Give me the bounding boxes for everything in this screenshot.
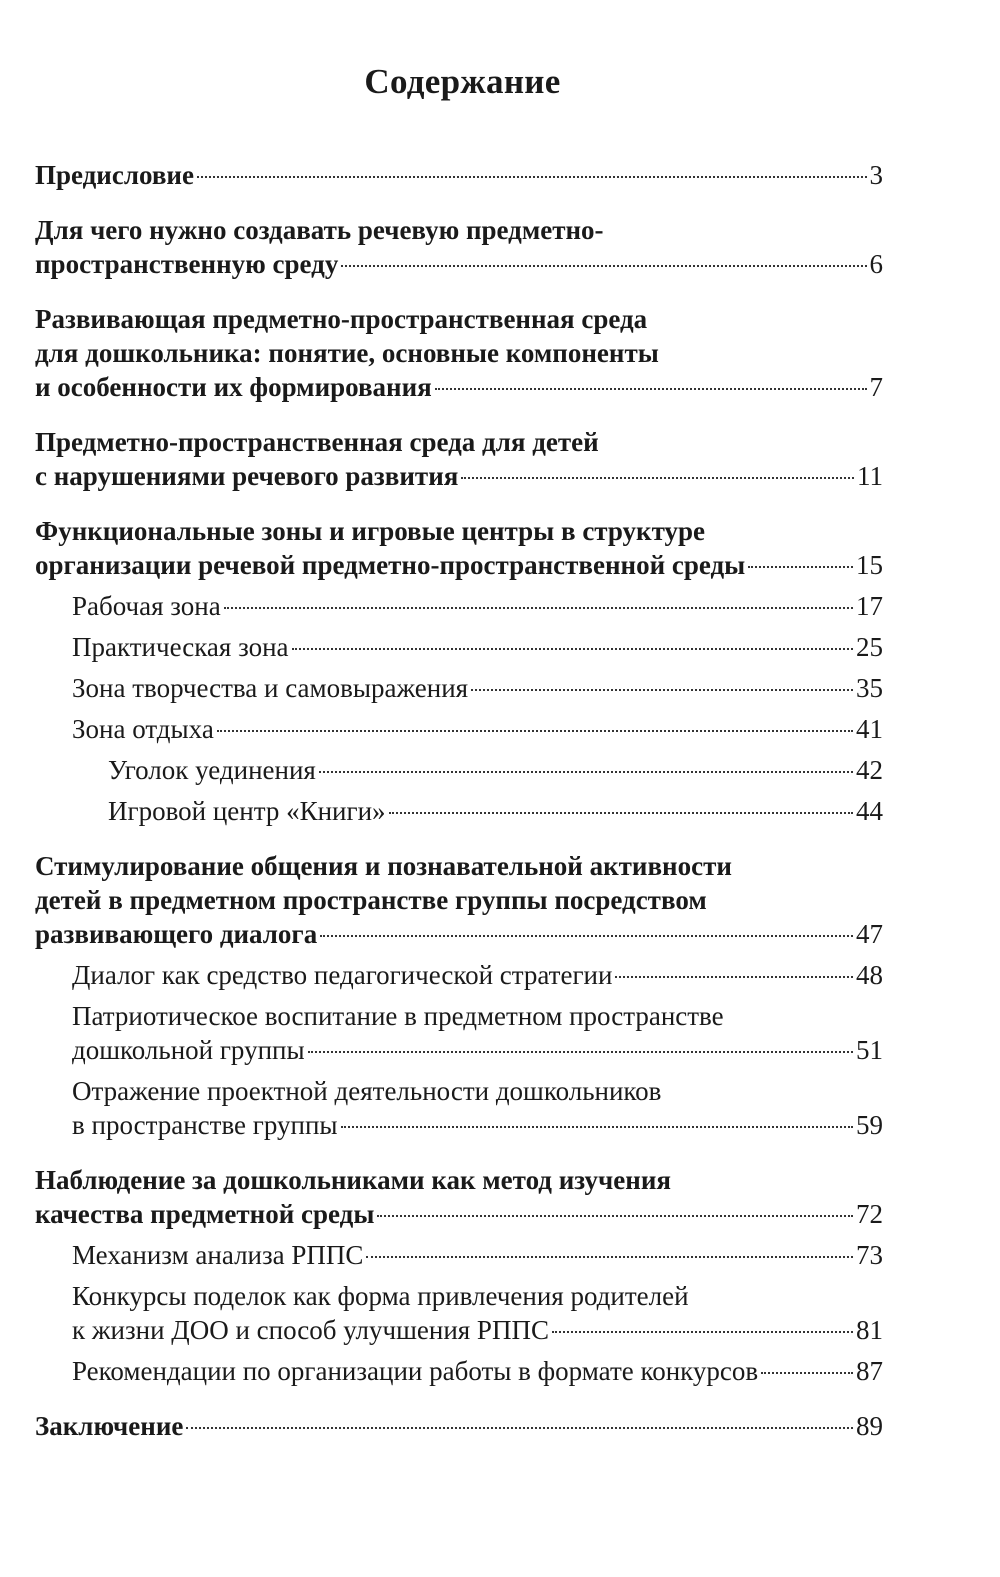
table-of-contents [35, 158, 883, 1443]
dot-leader [308, 1051, 853, 1053]
toc-entry-row [72, 958, 883, 992]
toc-entry-row [35, 548, 883, 582]
dot-leader [217, 730, 853, 732]
toc-entry-row [72, 712, 883, 746]
toc-entry [35, 849, 883, 951]
toc-entry-row [35, 917, 883, 951]
toc-entry-row [35, 247, 883, 281]
toc-page-number: 47 [856, 919, 883, 949]
toc-entry [35, 1354, 883, 1388]
toc-entry-title: Игровой центр «Книги» [108, 796, 386, 826]
toc-page-number: 51 [856, 1035, 883, 1065]
page-title: Содержание [364, 62, 561, 101]
toc-entry-line: Патриотическое воспитание в предметном пространстве [72, 1001, 724, 1031]
dot-leader [366, 1256, 853, 1258]
toc-entry-row [72, 630, 883, 664]
dot-leader [320, 935, 853, 937]
toc-page-number: 3 [869, 160, 883, 190]
toc-entry [35, 671, 883, 705]
toc-entry-title: и особенности их формирования [35, 372, 432, 402]
toc-entry-title: к жизни ДОО и способ улучшения РППС [72, 1315, 549, 1345]
toc-page-number: 41 [856, 714, 883, 744]
dot-leader [197, 176, 867, 178]
toc-entry-row [108, 794, 883, 828]
toc-entry [35, 1409, 883, 1443]
toc-entry-line: детей в предметном пространстве группы посредством [35, 885, 707, 915]
toc-entry [35, 158, 883, 192]
toc-entry-line: Стимулирование общения и познавательной активности [35, 851, 732, 881]
toc-entry [35, 712, 883, 746]
toc-page-number: 15 [856, 550, 883, 580]
dot-leader [186, 1427, 853, 1429]
dot-leader [341, 1126, 853, 1128]
toc-entry [35, 999, 883, 1067]
toc-entry-row [72, 1238, 883, 1272]
toc-entry-row [72, 1354, 883, 1388]
toc-entry [35, 1238, 883, 1272]
toc-page-number: 72 [856, 1199, 883, 1229]
toc-page-number: 87 [856, 1356, 883, 1386]
toc-entry [35, 958, 883, 992]
toc-page-number: 42 [856, 755, 883, 785]
dot-leader [377, 1215, 853, 1217]
toc-entry-line: Развивающая предметно-пространственная среда [35, 304, 648, 334]
toc-page-number: 7 [869, 372, 883, 402]
toc-entry-title: Диалог как средство педагогической стратегии [72, 960, 613, 990]
toc-page-number: 73 [856, 1240, 883, 1270]
dot-leader [292, 648, 853, 650]
toc-entry-row [35, 459, 883, 493]
toc-page-number: 25 [856, 632, 883, 662]
toc-page-number: 35 [856, 673, 883, 703]
toc-entry-title: развивающего диалога [35, 919, 318, 949]
toc-entry-title: Предисловие [35, 160, 194, 190]
toc-entry-title: Рабочая зона [72, 591, 221, 621]
dot-leader [761, 1372, 853, 1374]
dot-leader [341, 265, 866, 267]
toc-entry-title: Практическая зона [72, 632, 289, 662]
toc-page-number: 6 [869, 249, 883, 279]
toc-entry-title: организации речевой предметно-пространственной среды [35, 550, 746, 580]
toc-entry-line: Для чего нужно создавать речевую предметно- [35, 215, 604, 245]
dot-leader [748, 566, 853, 568]
dot-leader [471, 689, 853, 691]
toc-entry-row [72, 671, 883, 705]
toc-entry-row [72, 1108, 883, 1142]
dot-leader [389, 812, 853, 814]
toc-entry-title: Зона творчества и самовыражения [72, 673, 469, 703]
toc-page-number: 44 [856, 796, 883, 826]
toc-entry [35, 425, 883, 493]
toc-entry-row [72, 1313, 883, 1347]
toc-page-number: 59 [856, 1110, 883, 1140]
toc-entry-row [35, 370, 883, 404]
toc-entry [35, 630, 883, 664]
toc-entry [35, 1163, 883, 1231]
toc-entry [35, 514, 883, 582]
toc-page-number: 11 [857, 461, 883, 491]
toc-page-number: 89 [856, 1411, 883, 1441]
toc-entry [35, 753, 883, 787]
toc-entry-title: Механизм анализа РППС [72, 1240, 364, 1270]
toc-page-number: 48 [856, 960, 883, 990]
toc-entry [35, 1279, 883, 1347]
dot-leader [319, 771, 853, 773]
dot-leader [615, 976, 853, 978]
toc-entry [35, 213, 883, 281]
toc-entry-row [35, 1197, 883, 1231]
toc-entry-title: Зона отдыха [72, 714, 214, 744]
dot-leader [435, 388, 867, 390]
toc-entry-title: дошкольной группы [72, 1035, 305, 1065]
toc-entry-title: Уголок уединения [108, 755, 316, 785]
toc-entry [35, 302, 883, 404]
toc-page-number: 81 [856, 1315, 883, 1345]
toc-entry-row [108, 753, 883, 787]
toc-entry-line: для дошкольника: понятие, основные компоненты [35, 338, 659, 368]
dot-leader [224, 607, 853, 609]
toc-entry-title: качества предметной среды [35, 1199, 375, 1229]
dot-leader [552, 1331, 853, 1333]
toc-entry-row [72, 1033, 883, 1067]
toc-entry-row [35, 1409, 883, 1443]
toc-entry-title: пространственную среду [35, 249, 339, 279]
toc-entry-line: Функциональные зоны и игровые центры в структуре [35, 516, 706, 546]
toc-entry-row [35, 158, 883, 192]
toc-entry-title: с нарушениями речевого развития [35, 461, 459, 491]
toc-entry-line: Конкурсы поделок как форма привлечения родителей [72, 1281, 689, 1311]
toc-entry [35, 589, 883, 623]
toc-entry [35, 1074, 883, 1142]
toc-page-number: 17 [856, 591, 883, 621]
toc-entry-line: Предметно-пространственная среда для детей [35, 427, 599, 457]
dot-leader [461, 477, 854, 479]
toc-entry-title: Заключение [35, 1411, 184, 1441]
toc-entry-title: в пространстве группы [72, 1110, 338, 1140]
toc-entry-title: Рекомендации по организации работы в формате конкурсов [72, 1356, 759, 1386]
toc-entry-line: Наблюдение за дошкольниками как метод изучения [35, 1165, 671, 1195]
toc-entry [35, 794, 883, 828]
toc-entry-row [72, 589, 883, 623]
toc-entry-line: Отражение проектной деятельности дошкольников [72, 1076, 662, 1106]
